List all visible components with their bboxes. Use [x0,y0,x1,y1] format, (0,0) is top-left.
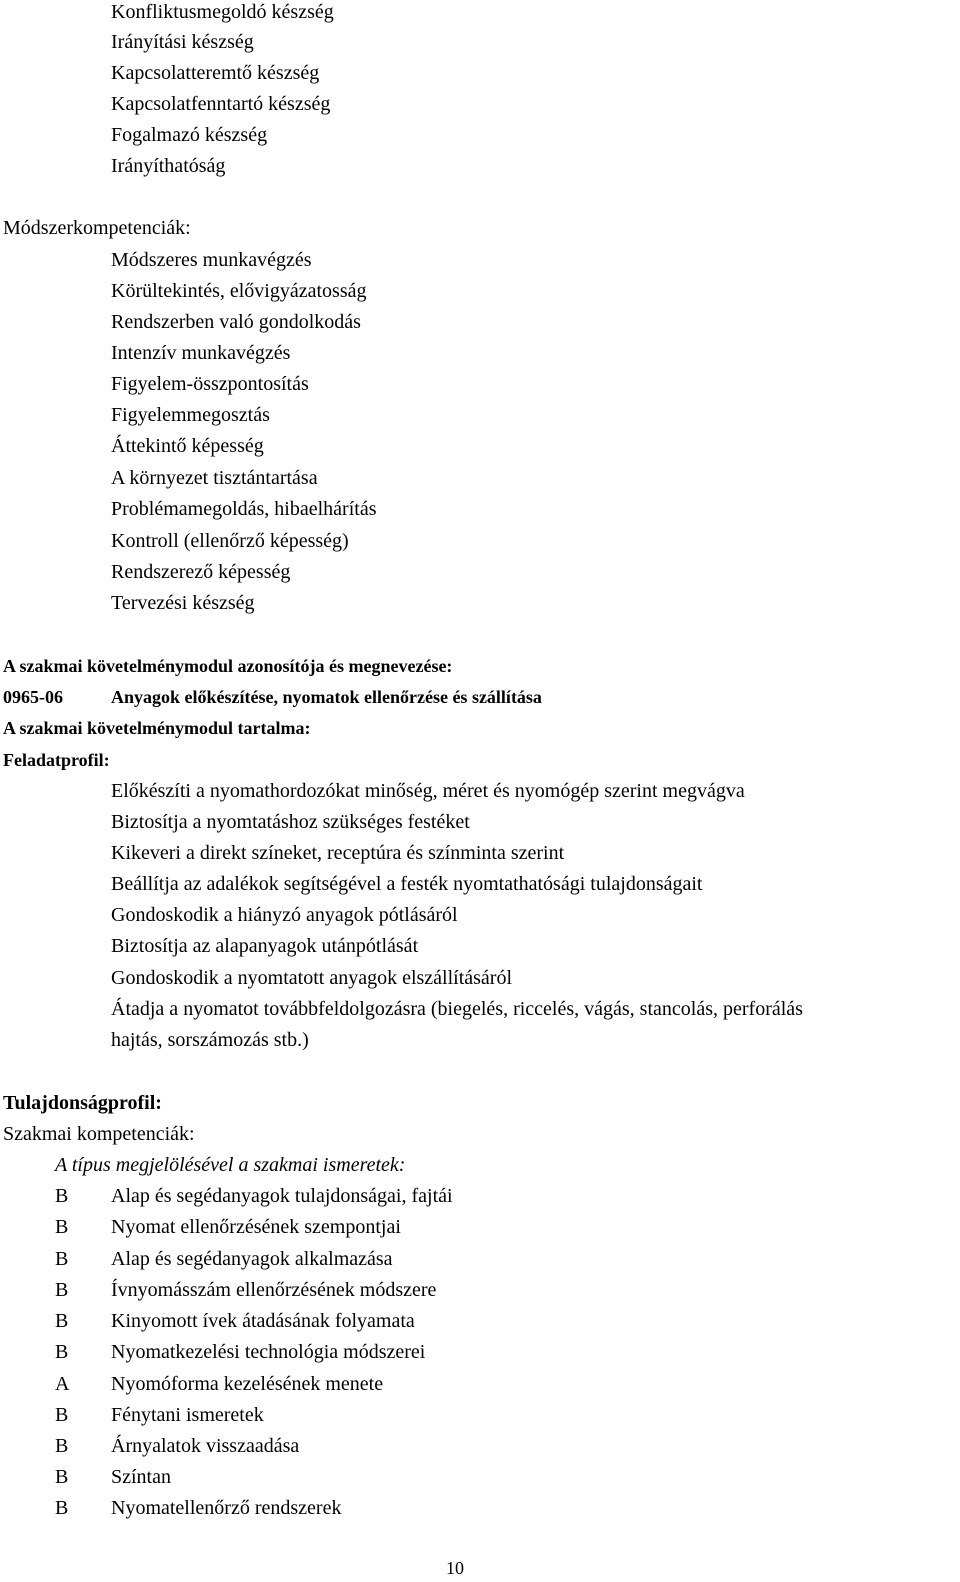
knowledge-type: B [55,1248,69,1270]
task-item: Biztosítja az alapanyagok utánpótlását [111,935,419,957]
knowledge-type: B [55,1310,69,1332]
knowledge-row [0,1247,960,1271]
list-item: Irányítási készség [111,31,254,53]
list-item: Problémamegoldás, hibaelhárítás [111,498,377,520]
module-title: Anyagok előkészítése, nyomatok ellenőrzése és szállítása [111,687,542,707]
list-item: Tervezési készség [111,592,255,614]
knowledge-row [0,1278,960,1302]
list-item: Kapcsolatfenntartó készség [111,93,331,115]
task-item: Kikeveri a direkt színeket, receptúra és színminta szerint [111,842,565,864]
knowledge-text: Nyomatkezelési technológia módszerei [111,1341,426,1363]
knowledge-text: Kinyomott ívek átadásának folyamata [111,1310,415,1332]
list-item: Intenzív munkavégzés [111,342,291,364]
knowledge-row [0,1403,960,1427]
task-item: Beállítja az adalékok segítségével a festék nyomtathatósági tulajdonságait [111,873,703,895]
knowledge-type: B [55,1216,69,1238]
knowledge-type: B [55,1466,69,1488]
knowledge-row [0,1215,960,1239]
task-item-continuation: hajtás, sorszámozás stb.) [111,1029,309,1051]
list-item: Figyelemmegosztás [111,404,270,426]
knowledge-text: Alap és segédanyagok tulajdonságai, fajtái [111,1185,453,1207]
list-item: Áttekintő képesség [111,435,264,457]
knowledge-type: A [55,1373,70,1395]
page-number: 10 [446,1558,464,1578]
knowledge-text: Színtan [111,1466,171,1488]
list-item: A környezet tisztántartása [111,467,318,489]
task-profile-heading: Feladatprofil: [3,750,110,770]
type-note: A típus megjelölésével a szakmai ismeretek: [55,1154,406,1176]
list-item: Fogalmazó készség [111,124,268,146]
method-competencies-heading: Módszerkompetenciák: [3,217,191,239]
knowledge-type: B [55,1279,69,1301]
professional-competencies-heading: Szakmai kompetenciák: [3,1123,195,1145]
list-item: Rendszerező képesség [111,561,291,583]
knowledge-row [0,1372,960,1396]
list-item: Figyelem-összpontosítás [111,373,309,395]
task-item: Előkészíti a nyomathordozókat minőség, méret és nyomógép szerint megvágva [111,780,745,802]
knowledge-row [0,1496,960,1520]
knowledge-type: B [55,1497,69,1519]
list-item: Rendszerben való gondolkodás [111,311,361,333]
knowledge-type: B [55,1435,69,1457]
property-profile-heading: Tulajdonságprofil: [3,1092,162,1114]
knowledge-text: Nyomóforma kezelésének menete [111,1373,384,1395]
knowledge-text: Nyomat ellenőrzésének szempontjai [111,1216,401,1238]
knowledge-type: B [55,1185,69,1207]
list-item: Módszeres munkavégzés [111,249,312,271]
list-item: Konfliktusmegoldó készség [111,1,334,23]
task-item: Gondoskodik a nyomtatott anyagok elszállításáról [111,967,513,989]
task-item: Biztosítja a nyomtatáshoz szükséges festéket [111,811,470,833]
knowledge-type: B [55,1341,69,1363]
knowledge-type: B [55,1404,69,1426]
task-item: Gondoskodik a hiányzó anyagok pótlásáról [111,904,458,926]
knowledge-row [0,1340,960,1364]
module-content-heading: A szakmai követelménymodul tartalma: [3,718,311,738]
list-item: Kontroll (ellenőrző képesség) [111,530,349,552]
knowledge-text: Alap és segédanyagok alkalmazása [111,1248,393,1270]
knowledge-text: Nyomatellenőrző rendszerek [111,1497,342,1519]
task-item: Átadja a nyomatot továbbfeldolgozásra (biegelés, riccelés, vágás, stancolás, perforálás [111,998,803,1020]
list-item: Kapcsolatteremtő készség [111,62,320,84]
knowledge-row [0,1465,960,1489]
knowledge-row [0,1309,960,1333]
knowledge-row [0,1184,960,1208]
module-code: 0965-06 [3,687,63,707]
module-id-heading: A szakmai követelménymodul azonosítója és megnevezése: [3,656,453,676]
knowledge-text: Fénytani ismeretek [111,1404,264,1426]
list-item: Irányíthatóság [111,155,226,177]
knowledge-text: Ívnyomásszám ellenőrzésének módszere [111,1279,437,1301]
list-item: Körültekintés, elővigyázatosság [111,280,367,302]
knowledge-text: Árnyalatok visszaadása [111,1435,300,1457]
knowledge-row [0,1434,960,1458]
